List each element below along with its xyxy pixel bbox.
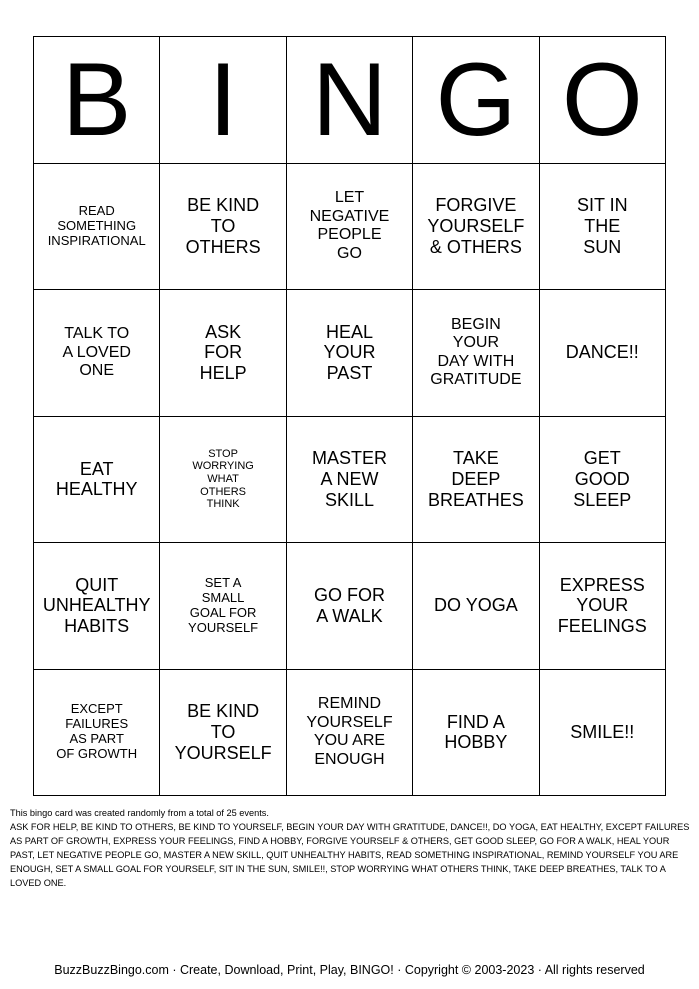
- cell-text: SMILE!!: [570, 721, 635, 742]
- cell-text: BE KIND TO OTHERS: [185, 195, 261, 257]
- bingo-cell: [540, 543, 666, 670]
- cell-text: GO FOR A WALK: [313, 585, 385, 626]
- cell-text: EXCEPT FAILURES AS PART OF GROWTH: [56, 701, 138, 762]
- bingo-cell: [540, 290, 666, 417]
- header-letter-o: O: [540, 37, 666, 164]
- cell-text: STOP WORRYING WHAT OTHERS THINK: [192, 447, 254, 511]
- bingo-cell: [413, 290, 539, 417]
- header-letter-g: G: [413, 37, 539, 164]
- cell-text: SIT IN THE SUN: [576, 195, 628, 257]
- cell-text: EXPRESS YOUR FEELINGS: [557, 574, 647, 637]
- bingo-cell: [287, 417, 413, 544]
- cell-text: QUIT UNHEALTHY HABITS: [42, 574, 151, 637]
- footnote-intro: This bingo card was created randomly from a total of 25 events.: [10, 808, 269, 818]
- bingo-card: [33, 36, 666, 796]
- cell-text: TALK TO A LOVED ONE: [62, 325, 131, 379]
- bingo-cell: [160, 417, 286, 544]
- footnote-events: ASK FOR HELP, BE KIND TO OTHERS, BE KIND TO YOURSELF, BEGIN YOUR DAY WITH GRATITUDE, DANCE!!, DO YOGA, EAT HEALTHY, EXCEPT FAILURES AS PART OF GROWTH, EXPRESS YOUR FEELINGS, FIND A HOBBY, FORGIVE YOURSELF & OTHERS, GET GOOD SLEEP, GO FOR A WALK, HEAL YOUR PAST, LET NEGATIVE PEOPLE GO, MASTER A NEW SKILL, QUIT UNHEALTHY HABITS, READ SOMETHING INSPIRATIONAL, REMIND YOURSELF YOU ARE ENOUGH, SET A SMALL GOAL FOR YOURSELF, SIT IN THE SUN, SMILE!!, STOP WORRYING WHAT OTHERS THINK, TAKE DEEP BREATHES, TALK TO A LOVED ONE.: [10, 822, 690, 888]
- event-list-note: [10, 806, 692, 890]
- bingo-cell: [34, 670, 160, 797]
- cell-text: BE KIND TO YOURSELF: [174, 701, 272, 763]
- bingo-cell: [34, 543, 160, 670]
- cell-text: MASTER A NEW SKILL: [311, 448, 387, 510]
- bingo-cell: [160, 670, 286, 797]
- cell-text: EAT HEALTHY: [55, 458, 138, 500]
- bingo-cell: [540, 164, 666, 291]
- bingo-cell: [287, 290, 413, 417]
- bingo-cell: [540, 670, 666, 797]
- cell-text: READ SOMETHING INSPIRATIONAL: [47, 202, 146, 248]
- cell-text: TAKE DEEP BREATHES: [428, 448, 524, 510]
- cell-text: SET A SMALL GOAL FOR YOURSELF: [188, 574, 259, 635]
- site-footer: BuzzBuzzBingo.com · Create, Download, Print, Play, BINGO! · Copyright © 2003-2023 · All rights reserved: [54, 963, 645, 977]
- bingo-cell: [34, 417, 160, 544]
- bingo-cell: [287, 670, 413, 797]
- header-letter-n: N: [287, 37, 413, 164]
- cell-text: FORGIVE YOURSELF & OTHERS: [427, 195, 525, 257]
- cell-text: GET GOOD SLEEP: [573, 448, 632, 510]
- cell-text: FIND A HOBBY: [444, 711, 508, 753]
- bingo-cell: [160, 290, 286, 417]
- bingo-cell: [287, 543, 413, 670]
- cell-text: DO YOGA: [434, 595, 518, 616]
- cell-text: ASK FOR HELP: [199, 321, 247, 384]
- bingo-cell: [160, 164, 286, 291]
- cell-text: HEAL YOUR PAST: [323, 321, 376, 384]
- cell-text: REMIND YOURSELF YOU ARE ENOUGH: [306, 695, 393, 768]
- bingo-cell: [34, 164, 160, 291]
- bingo-cell: [34, 290, 160, 417]
- bingo-cell: [540, 417, 666, 544]
- cell-text: BEGIN YOUR DAY WITH GRATITUDE: [430, 315, 522, 389]
- bingo-cell: [413, 670, 539, 797]
- header-letter-b: B: [34, 37, 160, 164]
- cell-text: LET NEGATIVE PEOPLE GO: [309, 189, 390, 262]
- bingo-cell: [413, 164, 539, 291]
- bingo-cell: [413, 417, 539, 544]
- bingo-cell: [160, 543, 286, 670]
- bingo-cell: [287, 164, 413, 291]
- header-letter-i: I: [160, 37, 286, 164]
- cell-text: DANCE!!: [565, 342, 639, 363]
- bingo-cell: [413, 543, 539, 670]
